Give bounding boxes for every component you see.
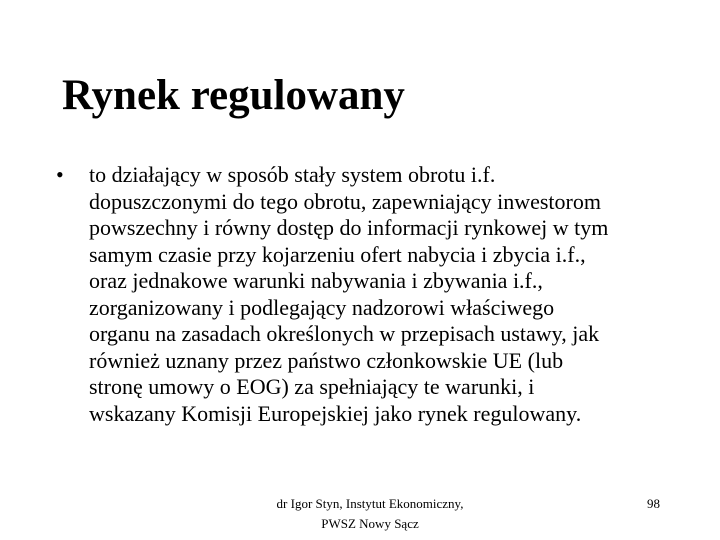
slide-title: Rynek regulowany (62, 72, 405, 119)
bullet-line: również uznany przez państwo członkowskie UE (lub (89, 347, 564, 373)
bullet-line: powszechny i równy dostęp do informacji rynkowej w tym (89, 215, 609, 240)
bullet-line: zorganizowany i podlegający nadzorowi właściwego (89, 294, 555, 320)
footer-author-line: dr Igor Styn, Instytut Ekonomiczny, (276, 496, 464, 511)
bullet-line: organu na zasadach określonych w przepisach ustawy, jak (89, 321, 600, 346)
bullet-line: dopuszczonymi do tego obrotu, zapewniający inwestorom (89, 188, 601, 214)
bullet-line: to działający w sposób stały system obrotu i.f. (89, 162, 496, 187)
page-number: 98 (647, 496, 660, 511)
bullet-line: oraz jednakowe warunki nabywania i zbywania i.f., (89, 268, 543, 293)
bullet-line: samym czasie przy kojarzeniu ofert nabycia i zbycia i.f., (89, 241, 586, 267)
bullet-line: wskazany Komisji Europejskiej jako rynek regulowany. (89, 400, 582, 426)
footer-author-line: PWSZ Nowy Sącz (321, 516, 419, 531)
bullet-marker: • (56, 162, 64, 187)
bullet-line: stronę umowy o EOG) za spełniający te warunki, i (89, 374, 535, 399)
footer-author (210, 494, 530, 534)
bullet-text (89, 162, 608, 427)
